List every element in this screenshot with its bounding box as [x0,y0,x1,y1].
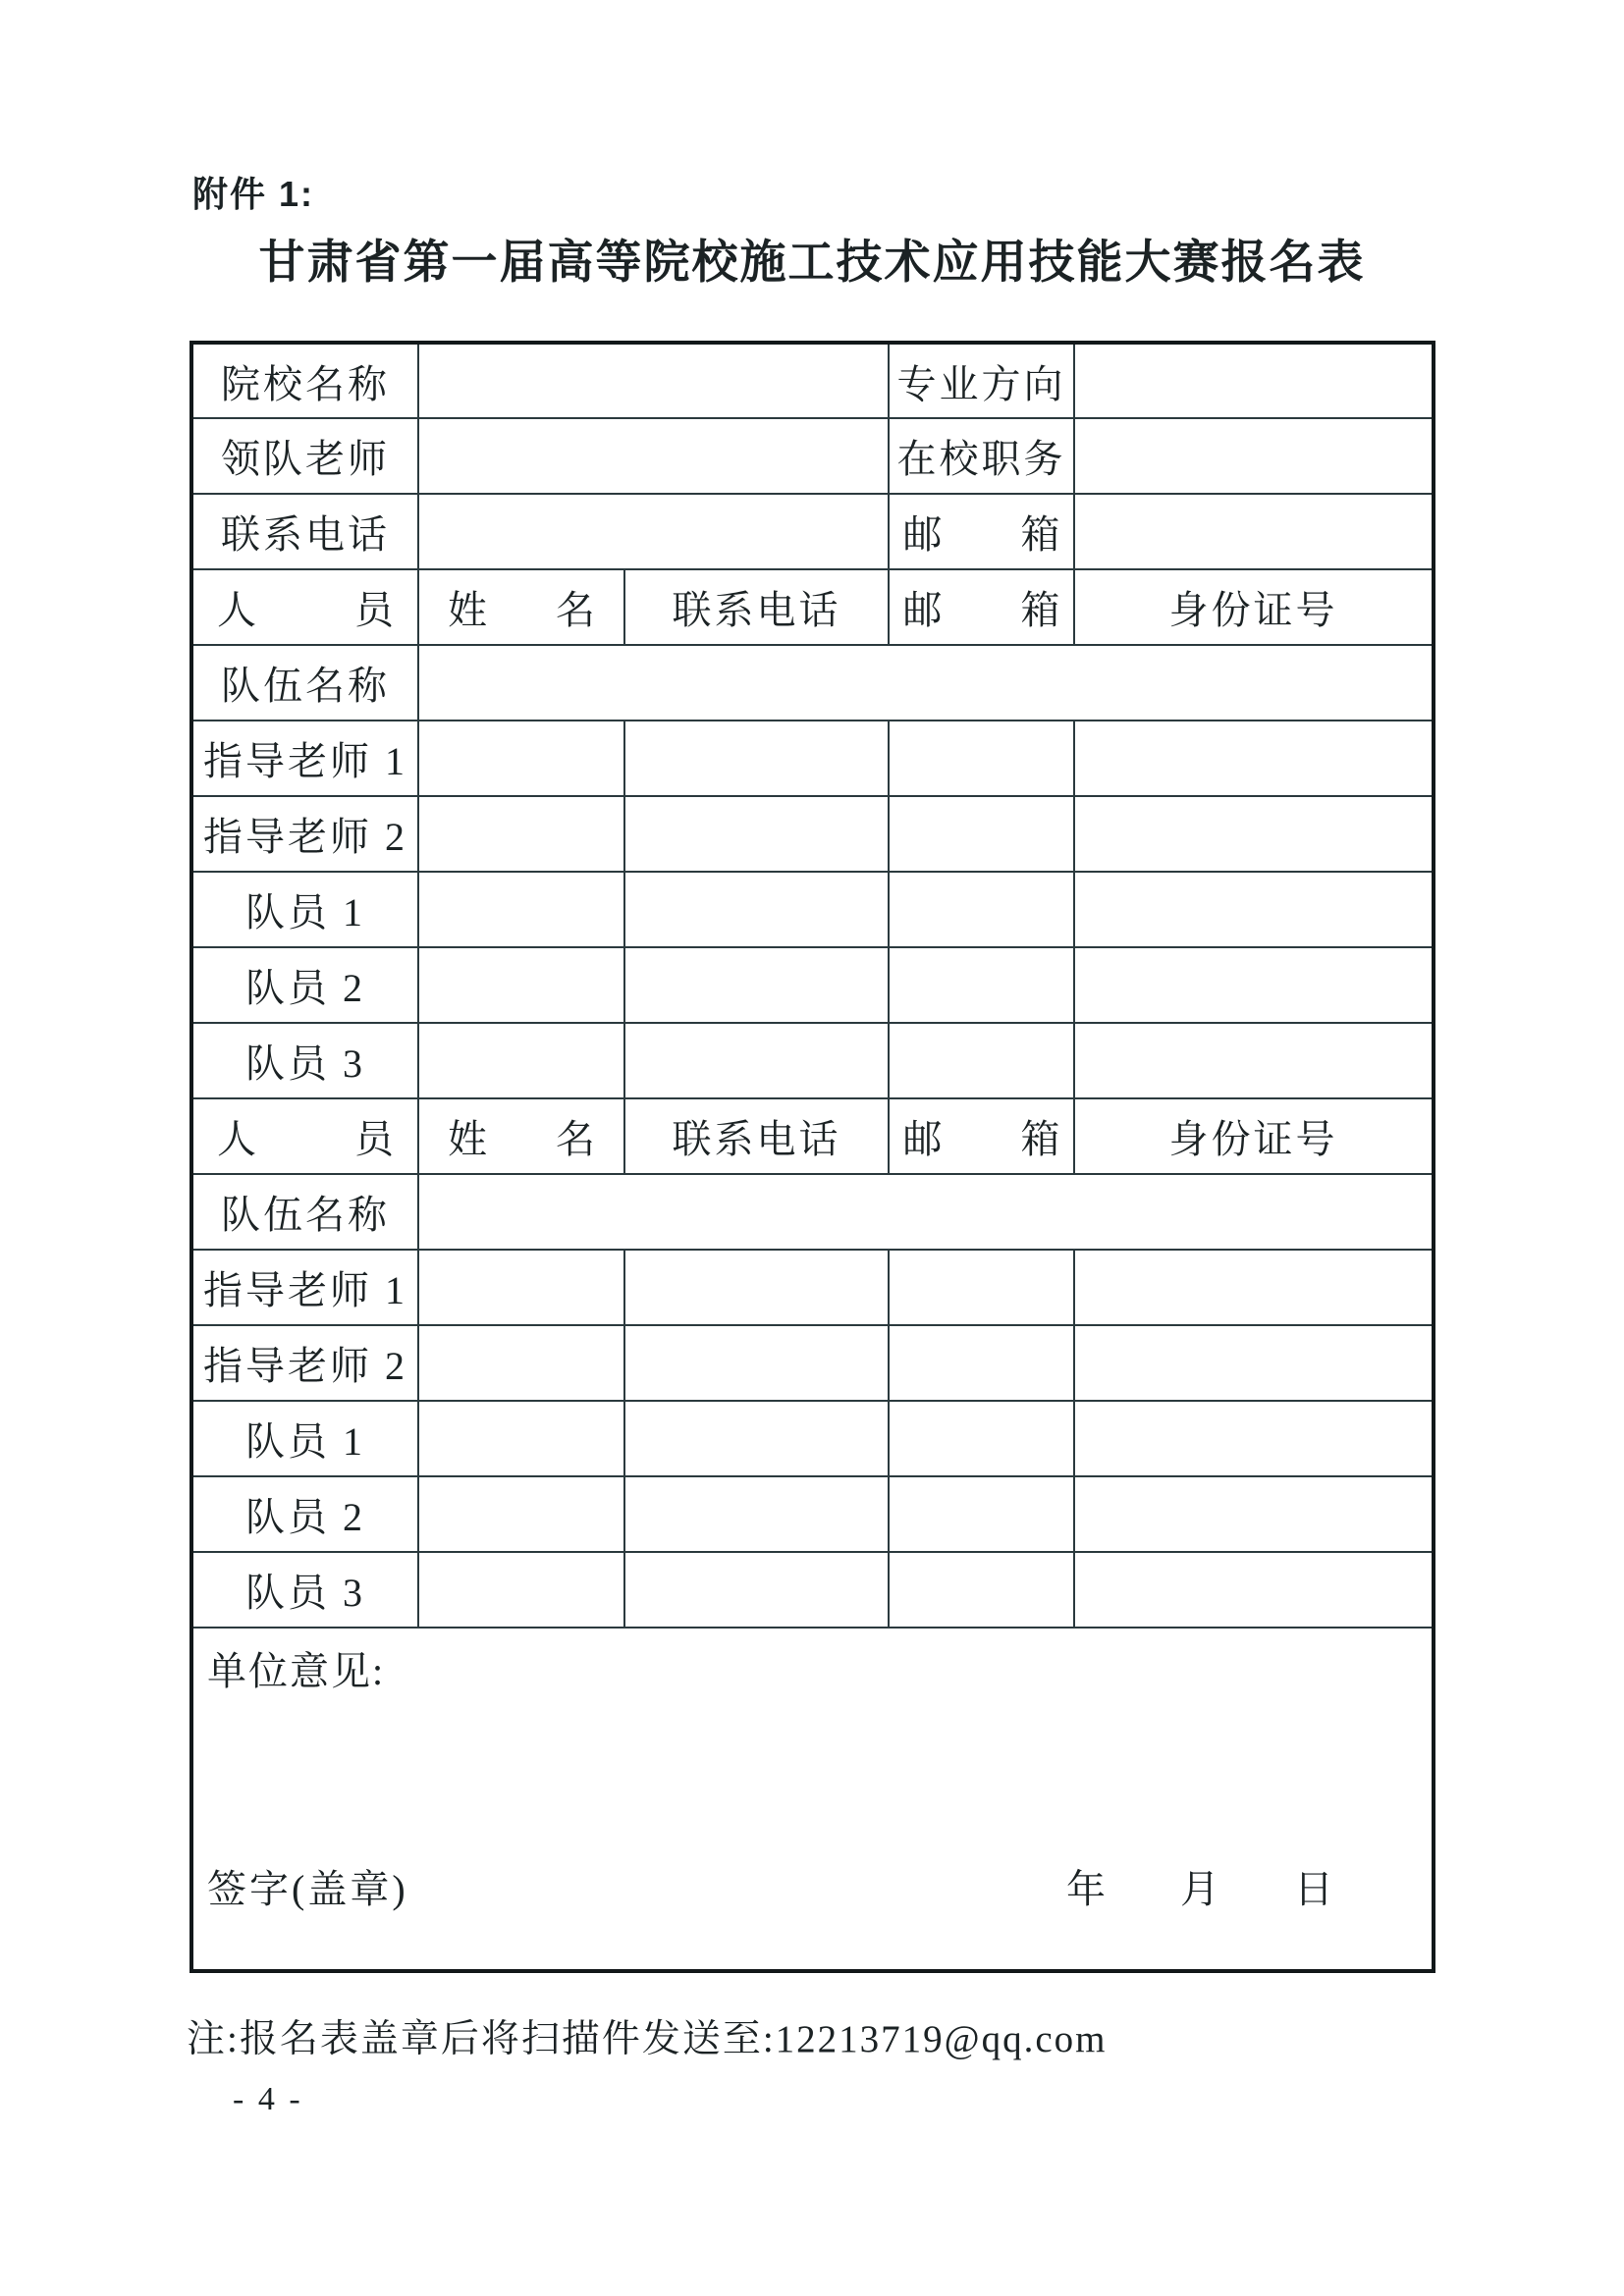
member-name-input-cell[interactable] [418,1250,624,1325]
team2-row-coach1 [191,1250,1434,1325]
lead-teacher-input-cell[interactable] [418,418,889,494]
unit-opinion-cell[interactable] [191,1628,1434,1971]
team1-header-row [191,569,1434,645]
attachment-label: 附件 1: [192,174,315,214]
header-email: 邮箱 [889,1098,1074,1174]
coach1-label: 指导老师 1 [191,1250,418,1325]
campus-position-input-cell[interactable] [1074,418,1434,494]
member-email-input-cell[interactable] [889,796,1074,872]
email-label: 邮箱 [889,494,1074,569]
school-name-label: 院校名称 [191,343,418,418]
header-email: 邮箱 [889,569,1074,645]
member-id-input-cell[interactable] [1074,947,1434,1023]
page-title: 甘肃省第一届高等院校施工技术应用技能大赛报名表 [258,238,1366,289]
team1-row-member2 [191,947,1434,1023]
page-number: - 4 - [233,2081,303,2117]
contact-phone-input-cell[interactable] [418,494,889,569]
opinion-row [191,1628,1434,1971]
member-id-input-cell[interactable] [1074,1401,1434,1476]
member-phone-input-cell[interactable] [624,1552,889,1628]
member-name-input-cell[interactable] [418,1552,624,1628]
member-email-input-cell[interactable] [889,721,1074,796]
coach1-label: 指导老师 1 [191,721,418,796]
member-name-input-cell[interactable] [418,1476,624,1552]
year-label: 年 [1066,1867,1106,1911]
member-email-input-cell[interactable] [889,1250,1074,1325]
team-name-label: 队伍名称 [191,1174,418,1250]
member-name-input-cell[interactable] [418,721,624,796]
major-direction-label: 专业方向 [889,343,1074,418]
member-name-input-cell[interactable] [418,1401,624,1476]
month-label: 月 [1180,1867,1219,1911]
team2-name-row [191,1174,1434,1250]
info-row-school [191,343,1434,418]
member-name-input-cell[interactable] [418,872,624,947]
member-email-input-cell[interactable] [889,947,1074,1023]
info-row-lead-teacher [191,418,1434,494]
member-phone-input-cell[interactable] [624,1023,889,1098]
header-id-number: 身份证号 [1074,569,1434,645]
team1-row-member3 [191,1023,1434,1098]
team2-row-coach2 [191,1325,1434,1401]
member1-label: 队员 1 [191,1401,418,1476]
team1-row-member1 [191,872,1434,947]
team2-header-row [191,1098,1434,1174]
team-name-label: 队伍名称 [191,645,418,721]
team1-row-coach1 [191,721,1434,796]
member-email-input-cell[interactable] [889,872,1074,947]
member-name-input-cell[interactable] [418,1325,624,1401]
member-phone-input-cell[interactable] [624,721,889,796]
day-label: 日 [1294,1867,1333,1911]
header-phone: 联系电话 [624,569,889,645]
member-phone-input-cell[interactable] [624,872,889,947]
member-email-input-cell[interactable] [889,1325,1074,1401]
member-id-input-cell[interactable] [1074,872,1434,947]
member2-label: 队员 2 [191,947,418,1023]
header-id-number: 身份证号 [1074,1098,1434,1174]
member-id-input-cell[interactable] [1074,1250,1434,1325]
team2-row-member1 [191,1401,1434,1476]
member-id-input-cell[interactable] [1074,721,1434,796]
major-direction-input-cell[interactable] [1074,343,1434,418]
school-name-input-cell[interactable] [418,343,889,418]
member1-label: 队员 1 [191,872,418,947]
header-name: 姓名 [418,569,624,645]
campus-position-label: 在校职务 [889,418,1074,494]
member-phone-input-cell[interactable] [624,1325,889,1401]
member-name-input-cell[interactable] [418,947,624,1023]
member-email-input-cell[interactable] [889,1476,1074,1552]
email-input-cell[interactable] [1074,494,1434,569]
date-fields [1066,1858,1333,1914]
member-id-input-cell[interactable] [1074,796,1434,872]
member-id-input-cell[interactable] [1074,1476,1434,1552]
member-phone-input-cell[interactable] [624,1476,889,1552]
team1-name-input-cell[interactable] [418,645,1434,721]
member-phone-input-cell[interactable] [624,947,889,1023]
signature-row [207,1858,1333,1914]
member-id-input-cell[interactable] [1074,1552,1434,1628]
team1-name-row [191,645,1434,721]
signature-stamp-label: 签字(盖章) [207,1867,408,1911]
team2-name-input-cell[interactable] [418,1174,1434,1250]
header-person: 人员 [191,1098,418,1174]
coach2-label: 指导老师 2 [191,1325,418,1401]
contact-phone-label: 联系电话 [191,494,418,569]
member2-label: 队员 2 [191,1476,418,1552]
header-person: 人员 [191,569,418,645]
member-phone-input-cell[interactable] [624,1250,889,1325]
member-phone-input-cell[interactable] [624,1401,889,1476]
member-phone-input-cell[interactable] [624,796,889,872]
header-phone: 联系电话 [624,1098,889,1174]
header-name: 姓名 [418,1098,624,1174]
coach2-label: 指导老师 2 [191,796,418,872]
team2-row-member3 [191,1552,1434,1628]
team2-row-member2 [191,1476,1434,1552]
member-email-input-cell[interactable] [889,1401,1074,1476]
member-id-input-cell[interactable] [1074,1023,1434,1098]
team1-row-coach2 [191,796,1434,872]
footer-note: 注:报名表盖章后将扫描件发送至:12213719@qq.com [187,2018,1108,2060]
member-email-input-cell[interactable] [889,1023,1074,1098]
member3-label: 队员 3 [191,1023,418,1098]
lead-teacher-label: 领队老师 [191,418,418,494]
info-row-phone [191,494,1434,569]
registration-form-table [189,341,1435,1973]
member-email-input-cell[interactable] [889,1552,1074,1628]
member-name-input-cell[interactable] [418,1023,624,1098]
member3-label: 队员 3 [191,1552,418,1628]
member-id-input-cell[interactable] [1074,1325,1434,1401]
member-name-input-cell[interactable] [418,796,624,872]
unit-opinion-label: 单位意见: [207,1649,386,1693]
